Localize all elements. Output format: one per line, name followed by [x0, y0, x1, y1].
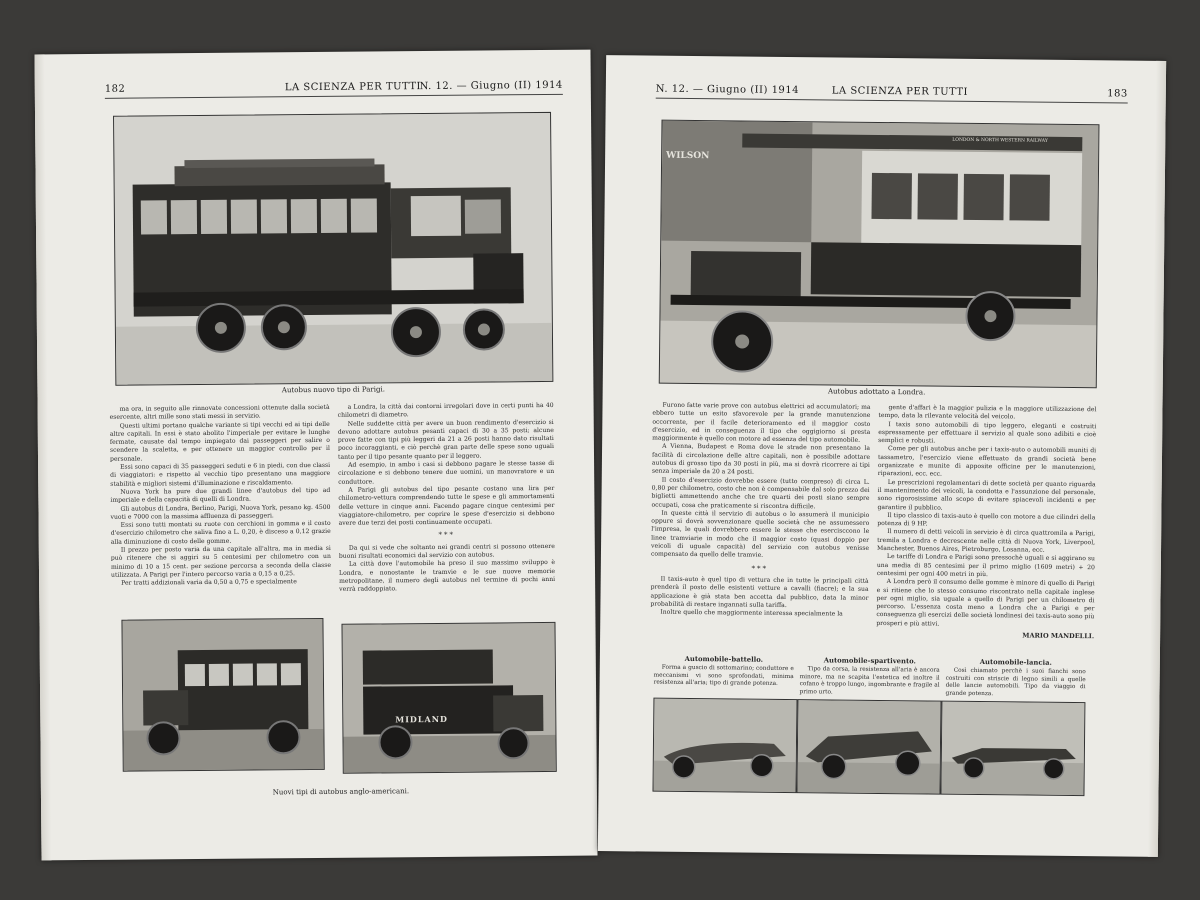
- box-automobile-spartivento: [799, 657, 939, 697]
- author-signature: MARIO MANDELLI.: [1022, 631, 1095, 641]
- paragraph: Il taxis-auto è quel tipo di vettura che in tutte le principali città prenderà il posto delle esistenti vetture a cavalli (fiacre); e la sua applicazione è già stata ben accetta dal pubblico, data la minor probabilità di restare ingannati sulla tariffa.: [650, 575, 869, 609]
- paragraph: Nuova York ha pure due grandi linee d'autobus del tipo ad imperiale e della capacità di quelli di Londra.: [110, 486, 331, 505]
- paragraph: Il numero di detti veicoli in servizio è di circa quattromila a Parigi, tremila a Londra e decrescente nelle città di Nuova York, Liverpool, Manchester, Buenos Aires, Pietroburgo, Losanna, ecc.: [876, 528, 1096, 554]
- photo-automobile-lancia: [940, 701, 1085, 797]
- photo-anglo-bus-2: [341, 622, 556, 774]
- box-title: Automobile-lancia.: [979, 658, 1052, 667]
- running-title: LA SCIENZA PER TUTTI: [284, 81, 422, 94]
- car-illustration: [653, 699, 796, 792]
- caption-paris-bus: Autobus nuovo tipo di Parigi.: [281, 385, 385, 395]
- bus-illustration: [342, 623, 555, 773]
- running-title: LA SCIENZA PER TUTTI: [831, 85, 969, 98]
- photo-automobile-battello: [652, 698, 797, 794]
- paragraph: Furono fatte varie prove con autobus elettrici ad accumulatori; ma ebbero tutte un esito sfavorevole per la grande manutenzione occorrente, per il facile deterioramento ed il maggior costo d'esercizio, ed in conseguenza il tipo che oggigiorno si presta maggiormente è quello con motore ad essenza del tipo automobile.: [652, 401, 871, 444]
- paragraph: In queste città il servizio di autobus o lo assumerà il municipio oppure si dovrà sovvenzionare quelle società che ne assumessero l'impresa, le quali dovrebbero essere le stesse che esercisccono le linee tramviarie in modo che il maggior costo (quasi doppio per veicoli di uguale capacità) del servizio con autobus venisse compensato da quello delle tramvie.: [650, 509, 870, 560]
- box-automobile-battello: [654, 656, 794, 689]
- paragraph: Come per gli autobus anche per i taxis-auto o automobili muniti di tassametro, l'esercizio viene effettuato da grandi società bene organizzate e munite di apposite officine per le manutenzioni, riparazioni, ecc. ecc.: [877, 445, 1097, 479]
- paragraph: Le tariffe di Londra e Parigi sono pressochè uguali e si aggirano su una media di 85 centesimi per il primo miglio (1609 metri) + 20 centesimi per ogni 400 metri in più.: [876, 553, 1095, 579]
- section-divider: ***: [751, 564, 769, 573]
- page-edge: [1148, 61, 1166, 857]
- issue-label: N. 12. — Giugno (II) 1914: [419, 79, 563, 93]
- header-rule: [105, 94, 563, 99]
- left-page: [34, 50, 597, 861]
- poster-text: WILSON: [666, 150, 710, 162]
- box-title: Automobile-battello.: [684, 654, 764, 664]
- page-edge: [34, 54, 51, 860]
- bus-illustration: [122, 619, 323, 771]
- paragraph: Questi ultimi portano qualche variante si tipi vecchi ed ai tipi delle altre capitali. In essi è stato abolito l'imperiale per evitare le lunghe fermate, causate dal tempo impiegato dai passeggeri per salire o scendere la scaletta, e per ottenere un maggior controllo per il personale.: [109, 420, 330, 463]
- left-header: [105, 80, 563, 98]
- paragraph: Inoltre quello che maggiormente interessa specialmente la: [660, 608, 843, 618]
- paragraph: Il costo d'esercizio dovrebbe essere (tutto compreso) di circa L. 0,80 per chilometro, costo che non è compensabile dal solo prezzo dei biglietti ammettendo anche che tre quarti dei posti siano sempre occupati, cosa che praticamente si riscontra difficile.: [651, 476, 870, 510]
- left-column-2: [338, 402, 556, 594]
- paragraph: A Vienna, Budapest e Roma dove le strade non presentano la facilità di circolazione delle altre capitali, non è possibile adottare autobus di grosso tipo da 30 posti in più, ma si dovrà ricorrere ai tipi senza imperiale da 20 a 24 posti.: [651, 443, 871, 477]
- bus-illustration: [114, 113, 552, 385]
- box-title: Automobile-spartivento.: [823, 656, 916, 666]
- page-number: 182: [104, 83, 126, 95]
- left-column-1: [110, 404, 332, 588]
- paragraph: Il tipo classico di taxis-auto è quello con motore a due cilindri della potenza di 9 HP.: [877, 511, 1096, 528]
- box-text: Così chiamato perchè i suoi fianchi sono costruiti con striscie di legno simili a quelle delle lancie automobili. Tipo da viaggio di grande potenza.: [945, 668, 1086, 697]
- right-column-1: [650, 402, 870, 620]
- paragraph: Nelle suddette città per avere un buon rendimento d'esercizio si devono adottare autobus pesanti capaci di 30 a 35 posti; alcune prove fatte con tipi più leggeri da 21 a 26 posti hanno dato risultati poco incoraggianti, e ciò perchè gran parte delle spese sono uguali tanto per il tipo pesante quanto per il leggero.: [337, 418, 554, 461]
- box-text: Tipo da corsa, la resistenza all'aria è ancora minore, ma ne scapita l'estetica ed inoltre il cofano è troppo lungo, ingombrante e fragile al primo urto.: [799, 666, 940, 696]
- paragraph: Essi sono tutti montati su ruote con cerchioni in gomma e il costo d'esercizio chilometro che saliva fino a L. 0,20, è disceso a 0,12 grazie alla diminuzione di costo delle gomme.: [110, 520, 331, 546]
- page-number: 183: [1107, 88, 1128, 100]
- caption-london-bus: Autobus adottato a Londra.: [827, 387, 926, 397]
- paragraph: Ad esempio, in ambo i casi si debbono pagare le stesse tasse di circolazione e si debbono tenere due uomini, un manovratore e un conduttore.: [338, 460, 555, 486]
- paragraph: A Parigi gli autobus del tipo pesante costano una lira per chilometro-vettura comprendendo tutte le spese e gli ammortamenti delle vetture in cinque anni. Facendo pagare cinque centesimi per viaggiatore-chilometro, per coprire le spese d'esercizio si debbono avere due terzi dei posti continuamente occupati.: [338, 484, 555, 527]
- photo-anglo-bus-1: [121, 618, 324, 772]
- photo-paris-bus: [113, 112, 553, 386]
- paragraph: a Londra, la città dai contorni irregolari dove in certi punti ha 40 chilometri di diametro.: [337, 401, 554, 420]
- caption-anglo-buses: Nuovi tipi di autobus anglo-americani.: [272, 787, 410, 797]
- paragraph: gente d'affari è la maggior pulizia e la maggiore utilizzazione del tempo, data la rilevante velocità del veicolo.: [878, 404, 1097, 421]
- paragraph: Il prezzo per posto varia da una capitale all'altra, ma in media si può ritenere che si aggiri su 5 centesimi per chilometro con un minimo di 10 a 15 cent. per sezione percorsa a seconda della classe utilizzata. A Parigi per l'intero percorso varia a 0,15 a 0,25.: [110, 544, 331, 579]
- bus-illustration: [660, 121, 1099, 388]
- right-page: [598, 55, 1166, 857]
- issue-label: N. 12. — Giugno (II) 1914: [655, 83, 800, 97]
- paragraph: Da qui si vede che soltanto nei grandi centri si possono ottenere buoni risultati economici dal servizio con autobus.: [338, 542, 555, 560]
- photo-london-bus: [659, 120, 1100, 389]
- paragraph: Gli autobus di Londra, Berlino, Parigi, Nuova York, pesano kg. 4500 vuoti e 7000 con la massima affluenza di passeggeri.: [110, 503, 331, 521]
- paragraph: A Londra però il consumo delle gomme è minore di quello di Parigi e si ritiene che lo stesso consumo riscontrato nella capitale inglese per ogni miglio, sia uguale a quello di Parigi per un chilometro di percorso. L'essenza costa meno a Londra che a Parigi e per conseguenza gli esercizi delle società londinesi dei taxis-auto sono più prosperi e più attivi.: [876, 578, 1095, 628]
- box-automobile-lancia: [945, 659, 1085, 699]
- car-illustration: [797, 700, 940, 793]
- paragraph: ma ora, in seguito alle rinnovate concessioni ottenute dalla società esercente, altri mille sono stati messi in servizio.: [109, 403, 330, 422]
- paragraph: Per tratti addizionali varia da 0,50 a 0,75 e specialmente: [121, 578, 297, 587]
- bus-banner-sign: LONDON & NORTH WESTERN RAILWAY: [952, 137, 1048, 144]
- paragraph: La città dove l'automobile ha preso il suo massimo sviluppo è Londra, e nonostante le tramvie e le sue nuove memorie metropolitane, il numero degli autobus nel termine di pochi anni verrà raddoppiato.: [338, 559, 556, 594]
- paragraph: I taxis sono automobili di tipo leggero, eleganti e costruiti espressamente per effettuare il servizio al quale sono adibiti e cioè semplici e robusti.: [878, 420, 1097, 445]
- header-rule: [656, 98, 1128, 104]
- paragraph: Le prescrizioni regolamentari di dette società per quanto riguarda il mantenimento dei veicoli, la condotta e l'assunzione del personale, sono rigorosissime allo scopo di evitare spiacevoli incidenti e per garantire il pubblico.: [877, 478, 1096, 512]
- right-header: [656, 84, 1128, 103]
- bus-sign-midland: MIDLAND: [395, 713, 448, 725]
- car-illustration: [941, 702, 1084, 795]
- box-text: Forma a guscio di sottomarino; conduttore e meccanismi vi sono sprofondati, minima resistenza all'aria; tipo di grande potenza.: [653, 665, 794, 688]
- photo-automobile-spartivento: [796, 699, 941, 795]
- right-column-2: [876, 404, 1096, 641]
- section-divider: ***: [438, 531, 455, 540]
- paragraph: Essi sono capaci di 35 passeggeri seduti e 6 in piedi, con due classi di viaggiatori: e rispetto al vecchio tipo presentano una maggiore stabilità e migliori sistemi d'illuminazione e riscaldamento.: [110, 461, 331, 488]
